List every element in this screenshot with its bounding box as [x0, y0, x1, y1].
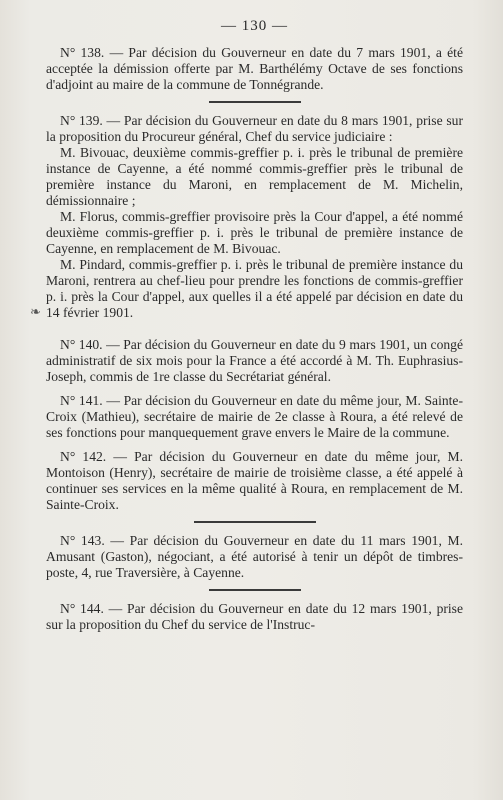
- entry-paragraph: N° 143. — Par décision du Gouverneur en date du 11 mars 1901, M. Amusant (Gaston), négociant, a été autorisé à tenir un dépôt de timbres-poste, 4, rue Traversière, à Cayenne.: [46, 533, 463, 580]
- entry-140: [46, 337, 463, 385]
- entry-141: [46, 393, 463, 441]
- section-divider: [209, 589, 301, 591]
- entry-paragraph: M. Pindard, commis-greffier p. i. près le tribunal de première instance du Maroni, rentrera au chef-lieu pour prendre les fonctions de commis-greffier p. i. près la Cour d'appel, aux quelles il a été appelé par décision en date du 14 février 1901.: [46, 257, 463, 320]
- entry-paragraph: N° 144. — Par décision du Gouverneur en date du 12 mars 1901, prise sur la proposition du Chef du service de l'Instruc-: [46, 601, 463, 632]
- entry-144: [46, 601, 463, 633]
- entry-138: [46, 45, 463, 93]
- entry-paragraph: N° 139. — Par décision du Gouverneur en date du 8 mars 1901, prise sur la proposition du Procureur général, Chef du service judiciaire :: [46, 113, 463, 144]
- entry-paragraph: N° 138. — Par décision du Gouverneur en date du 7 mars 1901, a été acceptée la démission offerte par M. Barthélémy Octave de ses fonctions d'adjoint au maire de la commune de Tonnégrande.: [46, 45, 463, 92]
- section-divider: [209, 101, 301, 103]
- entry-142: [46, 449, 463, 513]
- entry-139: [46, 113, 463, 321]
- entry-paragraph: M. Florus, commis-greffier provisoire près la Cour d'appel, a été nommé deuxième commis-greffier p. i. près le tribunal de première instance de Cayenne, en remplacement de M. Bivouac.: [46, 209, 463, 256]
- entry-paragraph: N° 140. — Par décision du Gouverneur en date du 9 mars 1901, un congé administratif de six mois pour la France a été accordé à M. Th. Euphrasius-Joseph, commis de 1re classe du Secrétariat général.: [46, 337, 463, 384]
- entry-143: [46, 533, 463, 581]
- entry-paragraph: N° 141. — Par décision du Gouverneur en date du même jour, M. Sainte-Croix (Mathieu), secrétaire de mairie de 2e classe à Roura, a été relevé de ses fonctions pour manquequement grave envers le Maire de la commune.: [46, 393, 463, 440]
- section-divider: [194, 521, 316, 523]
- section-spacer: [46, 321, 463, 337]
- page-number: — 130 —: [221, 18, 288, 34]
- margin-mark-icon: ❧: [30, 304, 41, 319]
- entry-paragraph: N° 142. — Par décision du Gouverneur en date du même jour, M. Montoison (Henry), secrétaire de mairie de troisième classe, a été appelé à continuer ses services en la même qualité à Roura, en remplacement de M. Sainte-Croix.: [46, 449, 463, 512]
- entry-paragraph: M. Bivouac, deuxième commis-greffier p. i. près le tribunal de première instance de Cayenne, a été nommé commis-greffier près le tribunal de première instance du Maroni, en remplacement de M. Michelin, démissionnaire ;: [46, 145, 463, 208]
